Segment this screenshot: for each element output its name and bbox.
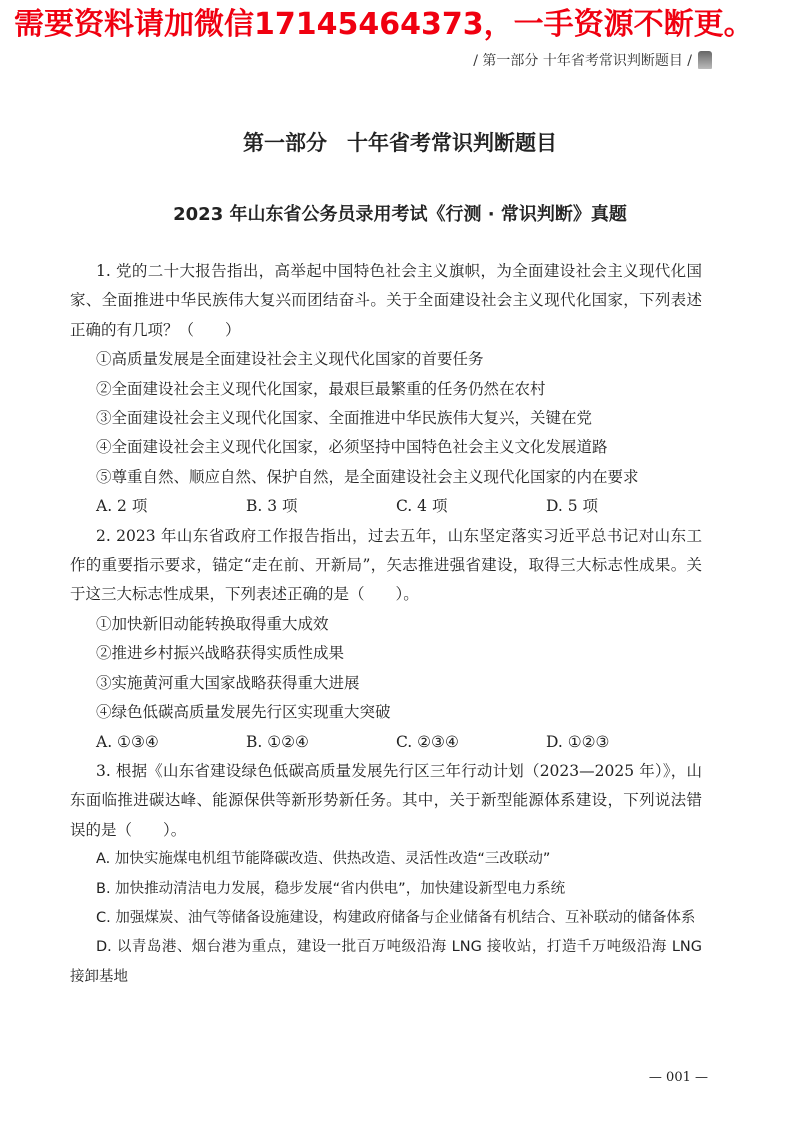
option-a: A. ①③④ bbox=[96, 732, 159, 751]
question-stem: 1. 党的二十大报告指出，高举起中国特色社会主义旗帜，为全面建设社会主义现代化国家、全面推进中华民族伟大复兴而团结奋斗。关于全面建设社会主义现代化国家，下列表述正确的有几项？（ ） bbox=[70, 262, 702, 339]
option-c: C. ②③④ bbox=[396, 732, 459, 751]
running-head: / 第一部分 十年省考常识判断题目 / bbox=[473, 53, 692, 69]
statement: ③全面建设社会主义现代化国家、全面推进中华民族伟大复兴，关键在党 bbox=[96, 409, 593, 428]
question-2 bbox=[70, 522, 702, 757]
option-b: B. 3 项 bbox=[246, 497, 298, 516]
answer-options bbox=[70, 492, 702, 521]
document-body bbox=[70, 257, 702, 992]
option-d: D. 以青岛港、烟台港为重点，建设一批百万吨级沿海 LNG 接收站，打造千万吨级沿海 LNG 接卸基地 bbox=[70, 939, 702, 985]
question-stem: 2. 2023 年山东省政府工作报告指出，过去五年，山东坚定落实习近平总书记对山东工作的重要指示要求，锚定“走在前、开新局”，矢志推进强省建设，取得三大标志性成果。关于这三大标志性成果，下列表述正确的是（ ）。 bbox=[70, 526, 702, 604]
watermark-banner: 需要资料请加微信17145464373，一手资源不断更。 bbox=[14, 7, 754, 42]
option-d: D. ①②③ bbox=[546, 732, 610, 751]
statement: ⑤尊重自然、顺应自然、保护自然，是全面建设社会主义现代化国家的内在要求 bbox=[96, 467, 639, 486]
statement: ④全面建设社会主义现代化国家，必须坚持中国特色社会主义文化发展道路 bbox=[96, 438, 608, 457]
question-3 bbox=[70, 757, 702, 992]
question-stem: 3. 根据《山东省建设绿色低碳高质量发展先行区三年行动计划（2023—2025 年）》，山东面临推进碳达峰、能源保供等新形势新任务。其中，关于新型能源体系建设，下列说法错误的是（ ）。 bbox=[70, 761, 702, 839]
option-a: A. 2 项 bbox=[96, 497, 148, 516]
option-b: B. 加快推动清洁电力发展，稳步发展“省内供电”，加快建设新型电力系统 bbox=[96, 880, 566, 897]
option-a: A. 加快实施煤电机组节能降碳改造、供热改造、灵活性改造“三改联动” bbox=[96, 851, 551, 868]
exam-subtitle: 2023 年山东省公务员录用考试《行测 · 常识判断》真题 bbox=[173, 204, 627, 225]
page-number: — 001 — bbox=[648, 1070, 708, 1085]
title-text: 十年省考常识判断题目 bbox=[347, 131, 557, 155]
option-c: C. 4 项 bbox=[396, 497, 448, 516]
logo-icon bbox=[698, 51, 712, 69]
statement: ③实施黄河重大国家战略获得重大进展 bbox=[96, 673, 360, 692]
question-1 bbox=[70, 257, 702, 522]
title-part: 第一部分 bbox=[243, 131, 327, 155]
answer-options bbox=[70, 728, 702, 757]
option-d: D. 5 项 bbox=[546, 497, 599, 516]
statement: ②推进乡村振兴战略获得实质性成果 bbox=[96, 644, 345, 663]
option-b: B. ①②④ bbox=[246, 732, 309, 751]
option-c: C. 加强煤炭、油气等储备设施建设，构建政府储备与企业储备有机结合、互补联动的储备体系 bbox=[96, 909, 696, 926]
statement: ④绿色低碳高质量发展先行区实现重大突破 bbox=[96, 703, 391, 722]
page-title bbox=[0, 127, 800, 157]
statement: ①加快新旧动能转换取得重大成效 bbox=[96, 614, 329, 633]
statement: ①高质量发展是全面建设社会主义现代化国家的首要任务 bbox=[96, 350, 484, 369]
statement: ②全面建设社会主义现代化国家，最艰巨最繁重的任务仍然在农村 bbox=[96, 379, 546, 398]
